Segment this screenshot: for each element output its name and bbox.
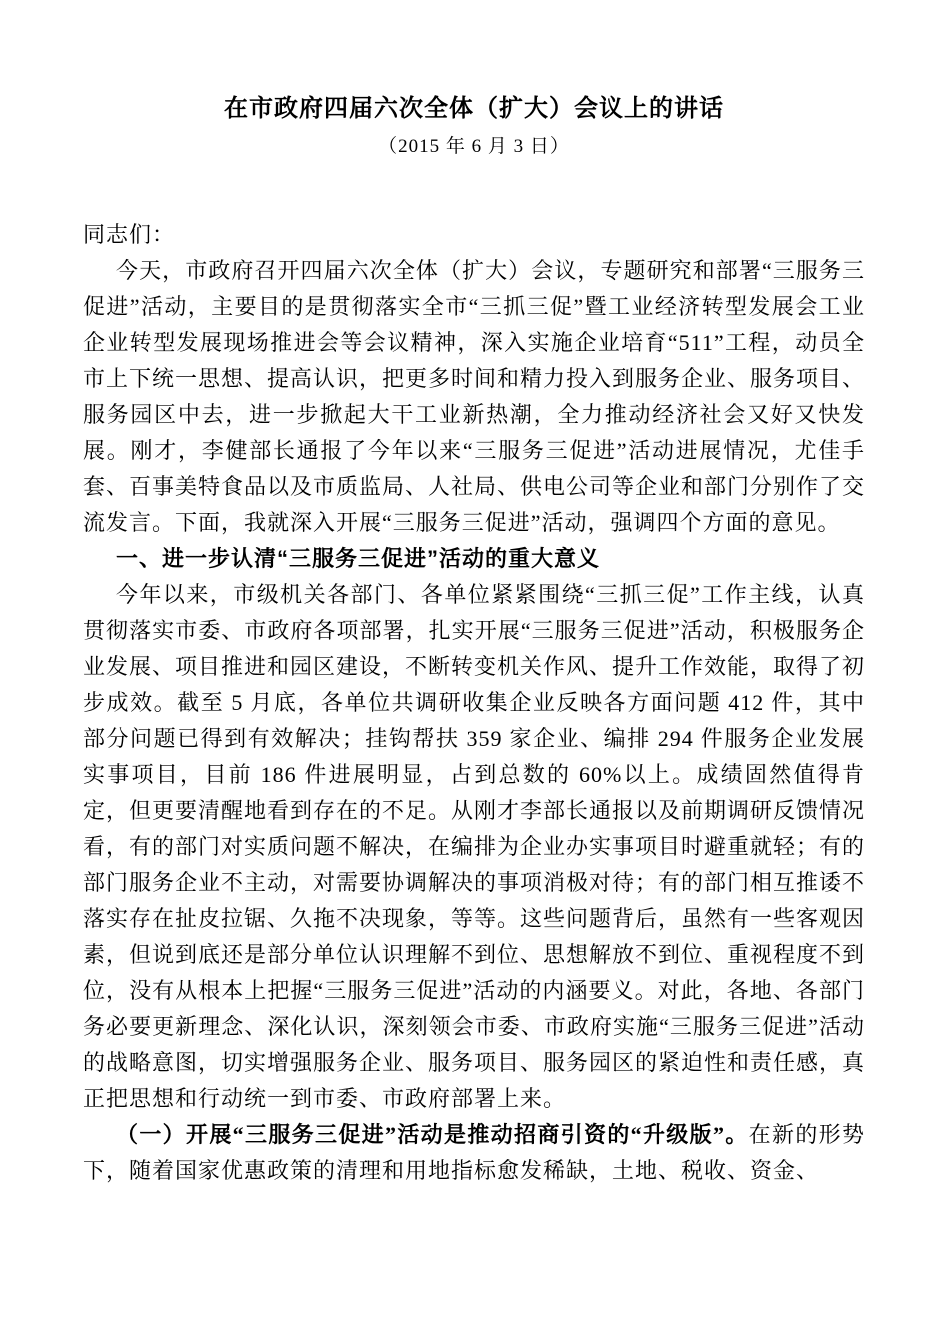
paragraph-significance: 今年以来，市级机关各部门、各单位紧紧围绕“三抓三促”工作主线，认真贯彻落实市委、市政府各项部署，扎实开展“三服务三促进”活动，积极服务企业发展、项目推进和园区建设，不断转变机关作风、提升工作效能，取得了初步成效。截至 5 月底，各单位共调研收集企业反映各方面问题 412 件，其中部分问题已得到有效解决；挂钩帮扶 359 家企业、编排 294 件服务企业发展实事项目，目前 186 件进展明显，占到总数的 60%以上。成绩固然值得肯定，但更要清醒地看到存在的不足。从刚才李部长通报以及前期调研反馈情况看，有的部门对实质问题不解决，在编排为企业办实事项目时避重就轻；有的部门服务企业不主动，对需要协调解决的事项消极对待；有的部门相互推诿不落实存在扯皮拉锯、久拖不决现象，等等。这些问题背后，虽然有一些客观因素，但说到底还是部分单位认识理解不到位、思想解放不到位、重视程度不到位，没有从根本上把握“三服务三促进”活动的内涵要义。对此，各地、各部门务必要更新理念、深化认识，深刻领会市委、市政府实施“三服务三促进”活动的战略意图，切实增强服务企业、服务项目、服务园区的紧迫性和责任感，真正把思想和行动统一到市委、市政府部署上来。 <box>83 582 866 1111</box>
paragraph-intro: 今天，市政府召开四届六次全体（扩大）会议，专题研究和部署“三服务三促进”活动，主要目的是贯彻落实全市“三抓三促”暨工业经济转型发展会工业企业转型发展现场推进会等会议精神，深入实施企业培育“511”工程，动员全市上下统一思想、提高认识，把更多时间和精力投入到服务企业、服务项目、服务园区中去，进一步掀起大干工业新热潮，全力推动经济社会又好又快发展。刚才，李健部长通报了今年以来“三服务三促进”活动进展情况，尤佳手套、百事美特食品以及市质监局、人社局、供电公司等企业和部门分别作了交流发言。下面，我就深入开展“三服务三促进”活动，强调四个方面的意见。 <box>83 258 866 535</box>
document-date: （2015 年 6 月 3 日） <box>378 136 570 157</box>
salutation: 同志们： <box>83 222 176 247</box>
subpoint-1-lead: （一）开展“三服务三促进”活动是推动招商引资的“升级版”。 <box>116 1122 749 1147</box>
heading-section-1: 一、进一步认清“三服务三促进”活动的重大意义 <box>116 546 601 571</box>
subpoint-1-rest: 在新的形势下，随着国家优惠政策的清理和用地指标愈发稀缺，土地、税收、资金、 <box>83 1122 865 1183</box>
document-title: 在市政府四届六次全体（扩大）会议上的讲话 <box>224 96 724 122</box>
document-body <box>83 217 865 1189</box>
paragraph-subpoint-1 <box>83 1117 865 1189</box>
